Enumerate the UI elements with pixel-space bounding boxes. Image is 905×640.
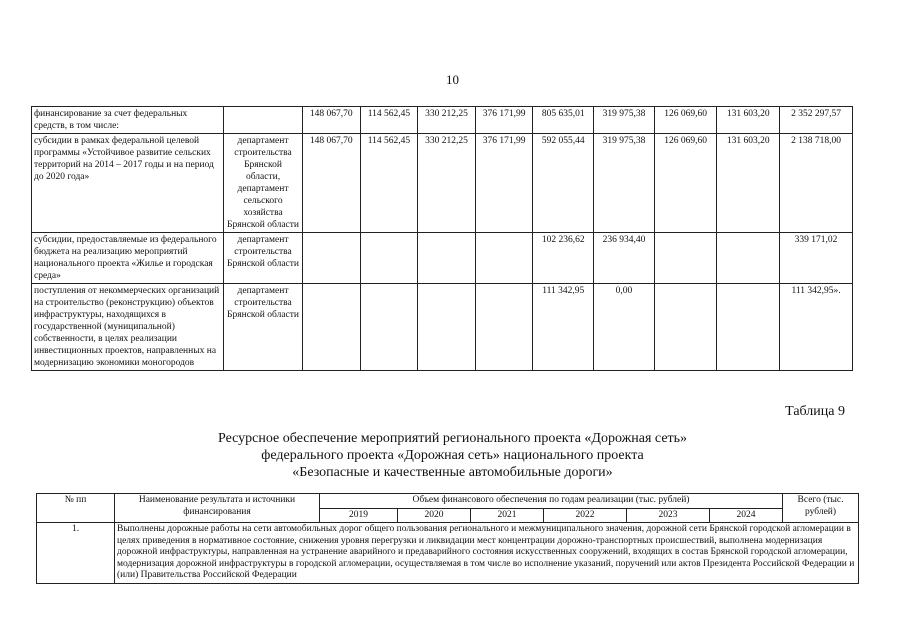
result-description: Выполнены дорожные работы на сети автомобильных дорог общего пользования регионального и межмуниципального значения, дорожной сети Брянской городской агломерации в целях приведения в нормативное состояние, снижения уровня перегрузки и ликвидации мест концентрации дорожно-транспортных происшествий, выполнена модернизация дорожной инфраструктуры, направленная на устранение аварийного и предаварийного состояния искусственных сооружений, входящих в состав Брянской городской агломерации, модернизация дорожной инфраструктуры в городской агломерации, осуществляемая в том числе во исполнение указаний, поручений или актов Президента Российской Федерации и (или) Правительства Российской Федерации (115, 523, 859, 584)
heading-line-2: федерального проекта «Дорожная сеть» национального проекта (261, 448, 644, 463)
value-cell (302, 233, 360, 284)
value-cell: 114 562,45 (360, 134, 418, 233)
funding-table (31, 106, 853, 371)
value-cell: 126 069,60 (654, 107, 717, 134)
value-cell (654, 284, 717, 371)
funding-source-cell: поступления от некоммерческих организаций на строительство (реконструкцию) объектов инфраструктуры, находящихся в государственной (муниципальной) собственности, в целях реализации инвестиционных проектов, направленных на модернизацию экономики моногородов (32, 284, 224, 371)
total-cell: 2 352 297,57 (780, 107, 853, 134)
col-name-header: Наименование результата и источники финансирования (115, 494, 320, 523)
total-cell: 2 138 718,00 (780, 134, 853, 233)
value-cell (418, 233, 476, 284)
funding-source-cell: субсидии, предоставляемые из федерального бюджета на реализацию мероприятий национального проекта «Жилье и городская среда» (32, 233, 224, 284)
section-heading (0, 430, 905, 481)
total-cell: 111 342,95». (780, 284, 853, 371)
value-cell (717, 233, 780, 284)
row-number: 1. (37, 523, 115, 584)
table-caption: Таблица 9 (785, 404, 845, 419)
table-row (37, 523, 859, 584)
year-cell: 2019 (320, 508, 398, 523)
value-cell: 114 562,45 (360, 107, 418, 134)
heading-line-1: Ресурсное обеспечение мероприятий регионального проекта «Дорожная сеть» (217, 431, 688, 446)
value-cell (302, 284, 360, 371)
funding-source-cell: финансирование за счет федеральных средств, в том числе: (32, 107, 224, 134)
value-cell: 236 934,40 (594, 233, 655, 284)
heading-line-3: «Безопасные и качественные автомобильные дороги» (292, 465, 613, 480)
col-number-header: № пп (37, 494, 115, 523)
table-row (32, 134, 853, 233)
value-cell: 126 069,60 (654, 134, 717, 233)
resource-table (36, 493, 859, 584)
executor-cell: департамент строительства Брянской области, департамент сельского хозяйства Брянской области (224, 134, 303, 233)
value-cell: 319 975,38 (594, 107, 655, 134)
executor-cell (224, 107, 303, 134)
value-cell (475, 233, 533, 284)
year-cell: 2024 (710, 508, 783, 523)
value-cell: 319 975,38 (594, 134, 655, 233)
value-cell (654, 233, 717, 284)
value-cell (360, 284, 418, 371)
total-cell: 339 171,02 (780, 233, 853, 284)
value-cell: 330 212,25 (418, 134, 476, 233)
value-cell: 330 212,25 (418, 107, 476, 134)
value-cell: 376 171,99 (475, 107, 533, 134)
page-number: 10 (446, 72, 459, 87)
value-cell: 111 342,95 (533, 284, 594, 371)
table-row (32, 284, 853, 371)
value-cell: 592 055,44 (533, 134, 594, 233)
value-cell: 805 635,01 (533, 107, 594, 134)
header-row (37, 494, 859, 509)
value-cell (418, 284, 476, 371)
col-volume-header: Объем финансового обеспечения по годам реализации (тыс. рублей) (320, 494, 783, 509)
value-cell: 148 067,70 (302, 134, 360, 233)
value-cell: 376 171,99 (475, 134, 533, 233)
year-cell: 2021 (471, 508, 544, 523)
table-row (32, 107, 853, 134)
executor-cell: департамент строительства Брянской области (224, 284, 303, 371)
table-row (32, 233, 853, 284)
year-cell: 2020 (398, 508, 471, 523)
value-cell (717, 284, 780, 371)
value-cell (475, 284, 533, 371)
value-cell: 131 603,20 (717, 107, 780, 134)
value-cell: 102 236,62 (533, 233, 594, 284)
value-cell (360, 233, 418, 284)
executor-cell: департамент строительства Брянской области (224, 233, 303, 284)
funding-source-cell: субсидии в рамках федеральной целевой программы «Устойчивое развитие сельских территорий на 2014 – 2017 годы и на период до 2020 года» (32, 134, 224, 233)
value-cell: 131 603,20 (717, 134, 780, 233)
year-cell: 2022 (544, 508, 627, 523)
year-cell: 2023 (627, 508, 710, 523)
col-total-header: Всего (тыс. рублей) (783, 494, 859, 523)
value-cell: 0,00 (594, 284, 655, 371)
value-cell: 148 067,70 (302, 107, 360, 134)
